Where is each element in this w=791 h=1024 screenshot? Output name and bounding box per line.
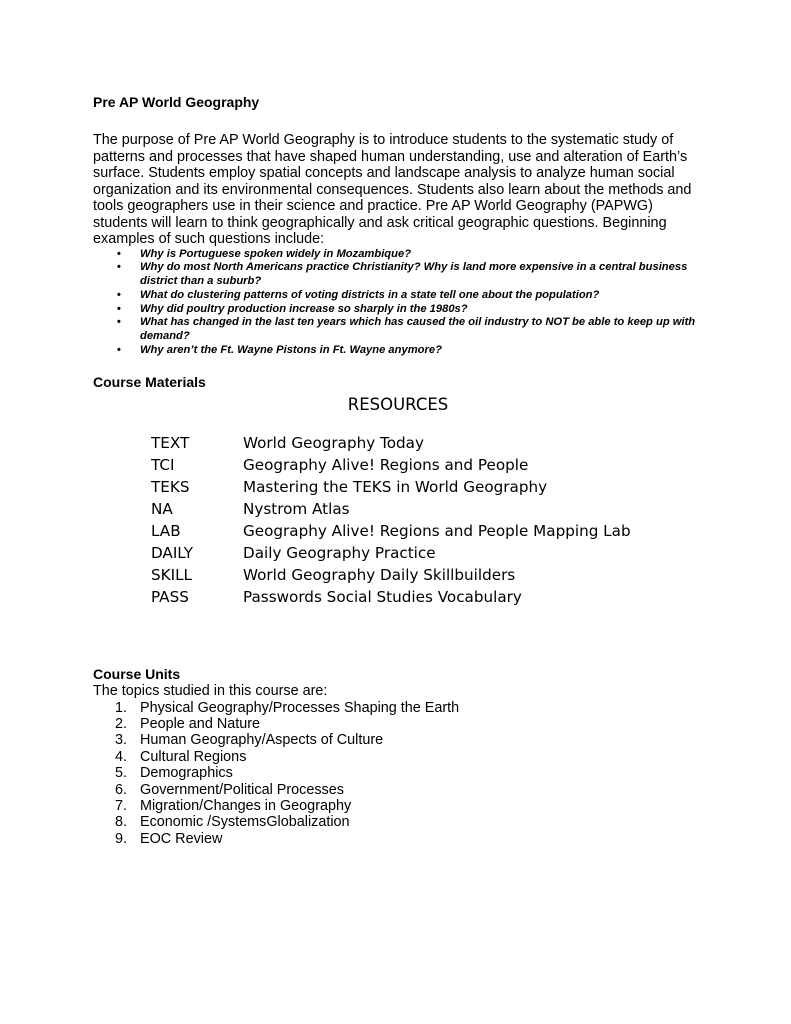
unit-text: Physical Geography/Processes Shaping the Earth xyxy=(140,699,460,716)
unit-number: 9. xyxy=(115,830,128,847)
questions-list xyxy=(93,248,703,358)
intro-paragraph: The purpose of Pre AP World Geography is to introduce students to the systematic study of patterns and processes that have shaped human understanding, use and alteration of Earth’s surface. Students employ spatial concepts and landscape analysis to analyze human social organization and its environmental consequences. Students also learn about the methods and tools geographers use in their science and practice. Pre AP World Geography (PAPWG) students will learn to think geographically and ask critical geographic questions. Beginning examples of such questions include: xyxy=(93,132,692,247)
resource-name: Daily Geography Practice xyxy=(243,543,436,562)
unit-number: 5. xyxy=(115,765,128,782)
question-item: • Why aren’t the Ft. Wayne Pistons in Ft. Wayne anymore? xyxy=(140,344,703,358)
unit-item xyxy=(93,782,703,798)
resource-name: Nystrom Atlas xyxy=(243,499,350,518)
resources-table xyxy=(151,432,631,608)
unit-item xyxy=(93,831,703,847)
resource-code: LAB xyxy=(151,521,181,540)
resource-code: SKILL xyxy=(151,565,193,584)
question-item: • Why is Portuguese spoken widely in Mozambique? xyxy=(140,248,703,262)
unit-number: 2. xyxy=(115,715,128,732)
resource-code: NA xyxy=(151,499,173,518)
resource-row xyxy=(151,564,631,586)
resource-name: Passwords Social Studies Vocabulary xyxy=(243,587,522,606)
resource-row xyxy=(151,476,631,498)
materials-heading: Course Materials xyxy=(93,373,206,390)
resource-row xyxy=(151,454,631,476)
unit-text: Economic /SystemsGlobalization xyxy=(140,814,350,831)
question-item: • What has changed in the last ten years which has caused the oil industry to NOT be able to keep up with demand? xyxy=(140,316,703,344)
unit-item xyxy=(93,700,703,716)
unit-number: 3. xyxy=(115,732,128,749)
unit-number: 4. xyxy=(115,748,128,765)
resource-code: TCI xyxy=(151,455,175,474)
unit-number: 8. xyxy=(115,814,128,831)
question-item: • Why did poultry production increase so sharply in the 1980s? xyxy=(140,303,703,317)
resource-name: Mastering the TEKS in World Geography xyxy=(243,477,548,496)
unit-text: Government/Political Processes xyxy=(140,781,344,798)
unit-item xyxy=(93,765,703,781)
unit-item xyxy=(93,749,703,765)
resource-row xyxy=(151,542,631,564)
resource-name: World Geography Today xyxy=(243,433,424,452)
unit-item xyxy=(93,716,703,732)
course-units-section xyxy=(93,665,703,847)
resource-name: Geography Alive! Regions and People Mapping Lab xyxy=(243,521,631,540)
resources-title: RESOURCES xyxy=(347,394,449,414)
resource-name: Geography Alive! Regions and People xyxy=(243,455,529,474)
resource-row xyxy=(151,498,631,520)
resource-row xyxy=(151,520,631,542)
document-page xyxy=(93,93,703,608)
unit-number: 7. xyxy=(115,797,128,814)
units-intro: The topics studied in this course are: xyxy=(93,683,328,699)
unit-text: EOC Review xyxy=(140,830,223,847)
resource-row xyxy=(151,432,631,454)
unit-text: Migration/Changes in Geography xyxy=(140,797,352,814)
resource-code: TEKS xyxy=(151,477,190,496)
unit-number: 1. xyxy=(115,699,128,716)
unit-text: Cultural Regions xyxy=(140,748,247,765)
question-item: • What do clustering patterns of voting districts in a state tell one about the population? xyxy=(140,289,703,303)
question-item: • Why do most North Americans practice Christianity? Why is land more expensive in a central business district than a suburb? xyxy=(140,261,703,289)
unit-item xyxy=(93,814,703,830)
units-heading: Course Units xyxy=(93,666,181,682)
unit-number: 6. xyxy=(115,781,128,798)
document-title: Pre AP World Geography xyxy=(93,94,260,110)
resource-code: TEXT xyxy=(151,433,190,452)
resource-code: DAILY xyxy=(151,543,194,562)
unit-text: People and Nature xyxy=(140,715,261,732)
unit-text: Human Geography/Aspects of Culture xyxy=(140,732,384,749)
unit-text: Demographics xyxy=(140,765,233,782)
resource-name: World Geography Daily Skillbuilders xyxy=(243,565,516,584)
unit-item xyxy=(93,798,703,814)
unit-item xyxy=(93,732,703,748)
units-list xyxy=(93,700,703,848)
resource-code: PASS xyxy=(151,587,189,606)
resource-row xyxy=(151,586,631,608)
